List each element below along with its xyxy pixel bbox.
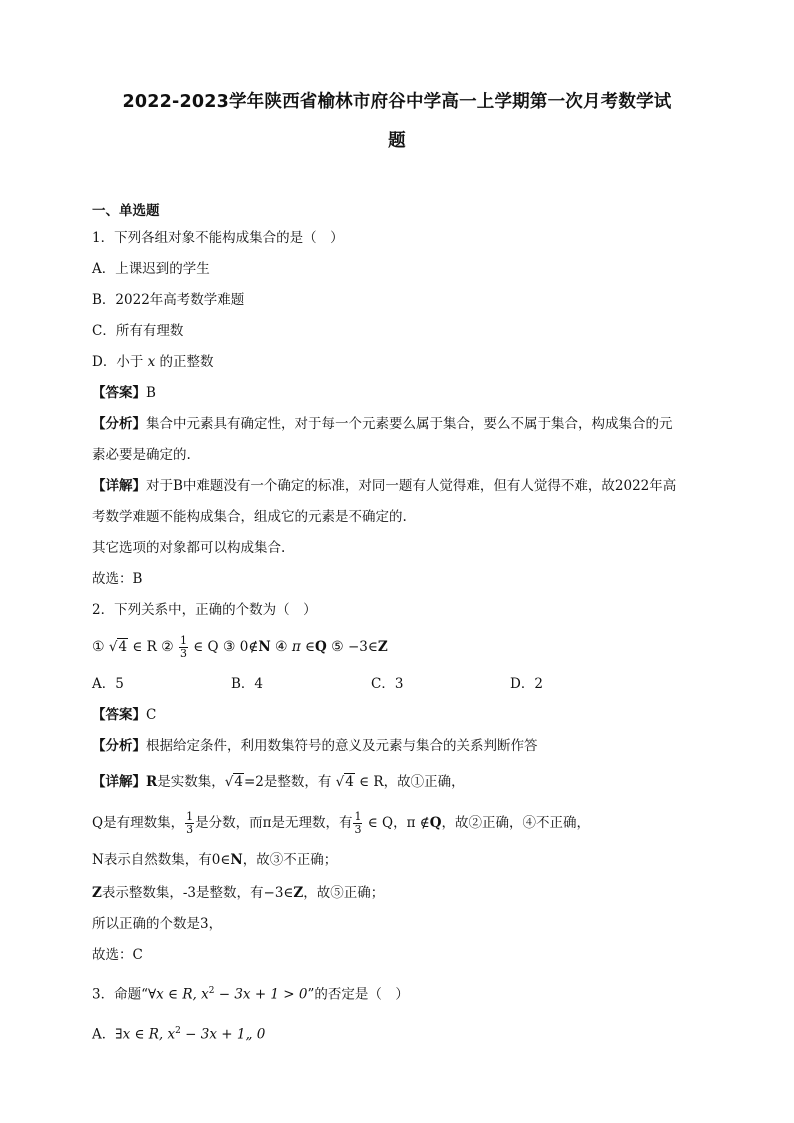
q3-option-a-math2: − 3x + 1„ 0 — [180, 1026, 266, 1043]
relation-4-set: Q — [315, 639, 327, 655]
sqrt-4: √4 — [108, 639, 128, 655]
q1-option-c: C．所有有理数 — [92, 323, 184, 339]
q1-choose: 故选：B — [92, 571, 143, 587]
q1-option-d-pre: D．小于 — [92, 354, 144, 370]
circled-3: ③ — [222, 639, 236, 655]
fraction-denominator: 3 — [186, 823, 194, 836]
symbol-N-bold: N — [230, 852, 243, 868]
q2-detail2-a: 是有理数集， — [103, 815, 185, 831]
q1-option-d-var: x — [147, 354, 156, 370]
sqrt-radicand: 4 — [234, 774, 243, 790]
fraction-denominator: 3 — [354, 823, 362, 836]
q2-option-b: B．4 — [231, 676, 264, 692]
q2-detail2-e: ，故②正确，④不正确， — [441, 815, 591, 831]
relation-3-body: 0∉ — [239, 639, 259, 655]
q2-option-c: C．3 — [371, 676, 404, 692]
relation-1-set: ∈ R — [132, 639, 157, 655]
q1-detail-line1 — [92, 476, 676, 496]
sqrt-radicand: 4 — [118, 639, 128, 655]
fraction-numerator: 1 — [354, 810, 362, 823]
q2-detail-line5: 所以正确的个数是3， — [92, 916, 223, 932]
symbol-Q: Q — [92, 815, 104, 831]
q1-detail-line2: 考数学难题不能构成集合，组成它的元素是不确定的. — [92, 509, 407, 525]
q3-stem-math: ∀x ∈ R, x — [148, 986, 209, 1003]
q1-analysis-line2: 素必要是确定的. — [92, 447, 191, 463]
circled-2: ② — [161, 639, 174, 655]
fraction-denominator: 3 — [179, 647, 187, 660]
q3-stem-sup: 2 — [208, 986, 215, 996]
analysis-tag: 【分析】 — [92, 738, 146, 754]
q3-stem-post: ”的否定是（ ） — [307, 986, 409, 1003]
q3-option-a-math: ∃x ∈ R, x — [115, 1026, 176, 1043]
q2-detail1-c: ∈ R — [359, 774, 384, 790]
q2-option-a: A．5 — [92, 676, 124, 692]
q2-detail3-b: ，故③不正确； — [242, 852, 338, 868]
q3-stem-math2: − 3x + 1 > 0 — [214, 986, 308, 1003]
answer-tag: 【答案】 — [92, 707, 146, 723]
q2-answer — [92, 705, 156, 725]
circled-5: ⑤ — [331, 639, 344, 655]
analysis-tag: 【分析】 — [92, 416, 146, 432]
q3-option-a-pre: A． — [92, 1026, 116, 1043]
q1-option-d-post: 的正整数 — [159, 354, 214, 370]
q2-relations — [92, 634, 388, 660]
q2-detail2-b: 是分数，而π是无理数，有 — [195, 815, 353, 831]
relation-2-set: ∈ Q — [193, 639, 219, 655]
q2-detail-line1 — [92, 770, 465, 794]
symbol-R: R — [146, 774, 158, 790]
q2-detail-line4 — [92, 883, 384, 903]
fraction-numerator: 1 — [179, 634, 187, 647]
q2-answer-value: C — [146, 707, 157, 723]
fraction-numerator: 1 — [186, 810, 194, 823]
q2-analysis — [92, 736, 538, 756]
q2-detail2-c: ∈ Q — [367, 815, 394, 831]
q2-detail2-d: ，π ∉ — [393, 815, 430, 831]
q1-option-a: A．上课迟到的学生 — [92, 261, 210, 277]
symbol-Z: Z — [92, 885, 102, 901]
q1-analysis-line1 — [92, 414, 673, 434]
q1-option-b: B．2022年高考数学难题 — [92, 292, 245, 308]
document-title-line2: 题 — [388, 131, 406, 151]
circled-1: ① — [92, 639, 105, 655]
relation-5-body: −3∈ — [347, 639, 378, 655]
q2-detail4-a: 表示整数集，-3是整数，有−3∈ — [101, 885, 294, 901]
relation-3-set: N — [258, 639, 271, 655]
q2-detail-line3 — [92, 850, 337, 870]
q3-stem-pre: 3．命题“ — [92, 986, 148, 1003]
sqrt-radicand: 4 — [345, 774, 354, 790]
q1-option-d — [92, 352, 214, 372]
q2-detail4-b: ，故⑤正确； — [303, 885, 385, 901]
sqrt-4: √4 — [224, 774, 243, 790]
q2-choose: 故选：C — [92, 947, 143, 963]
q2-detail-line2 — [92, 808, 590, 838]
q3-stem — [92, 981, 409, 1005]
sqrt-4-second: √4 — [335, 774, 354, 790]
section-heading: 一、单选题 — [92, 203, 160, 219]
q2-detail1-b: =2是整数，有 — [243, 774, 332, 790]
q3-option-a-sup: 2 — [175, 1026, 181, 1036]
q1-detail-text1: 对于B中难题没有一个确定的标准，对同一题有人觉得难，但有人觉得不难，故2022年高 — [146, 478, 677, 494]
detail-tag: 【详解】 — [92, 774, 146, 790]
q2-stem: 2．下列关系中，正确的个数为（ ） — [92, 602, 317, 618]
q2-detail1-a: 是实数集， — [157, 774, 225, 790]
answer-tag: 【答案】 — [92, 385, 146, 401]
q2-detail3-a: 表示自然数集，有0∈ — [103, 852, 231, 868]
q2-analysis-text: 根据给定条件，利用数集符号的意义及元素与集合的关系判断作答 — [146, 738, 538, 754]
detail-tag: 【详解】 — [92, 478, 146, 494]
relation-5-set: Z — [377, 639, 388, 655]
fraction-one-third — [185, 811, 194, 836]
q3-option-a — [92, 1021, 265, 1045]
fraction-one-third — [179, 635, 188, 660]
q2-detail1-d: ，故①正确， — [383, 774, 465, 790]
q2-option-d: D．2 — [510, 676, 543, 692]
circled-4: ④ — [275, 639, 288, 655]
q1-answer-value: B — [146, 385, 156, 401]
q1-analysis-text1: 集合中元素具有确定性，对于每一个元素要么属于集合，要么不属于集合，构成集合的元 — [146, 416, 673, 432]
q1-detail-line3: 其它选项的对象都可以构成集合. — [92, 540, 286, 556]
fraction-one-third-second — [353, 811, 362, 836]
q1-answer — [92, 383, 156, 403]
symbol-N: N — [92, 852, 104, 868]
symbol-Q-bold: Q — [429, 815, 442, 831]
symbol-Z-bold: Z — [293, 885, 304, 901]
q1-stem: 1．下列各组对象不能构成集合的是（ ） — [92, 230, 344, 246]
document-title-line1: 2022-2023学年陕西省榆林市府谷中学高一上学期第一次月考数学试 — [122, 92, 672, 112]
relation-4-body: π ∈ — [291, 639, 316, 655]
